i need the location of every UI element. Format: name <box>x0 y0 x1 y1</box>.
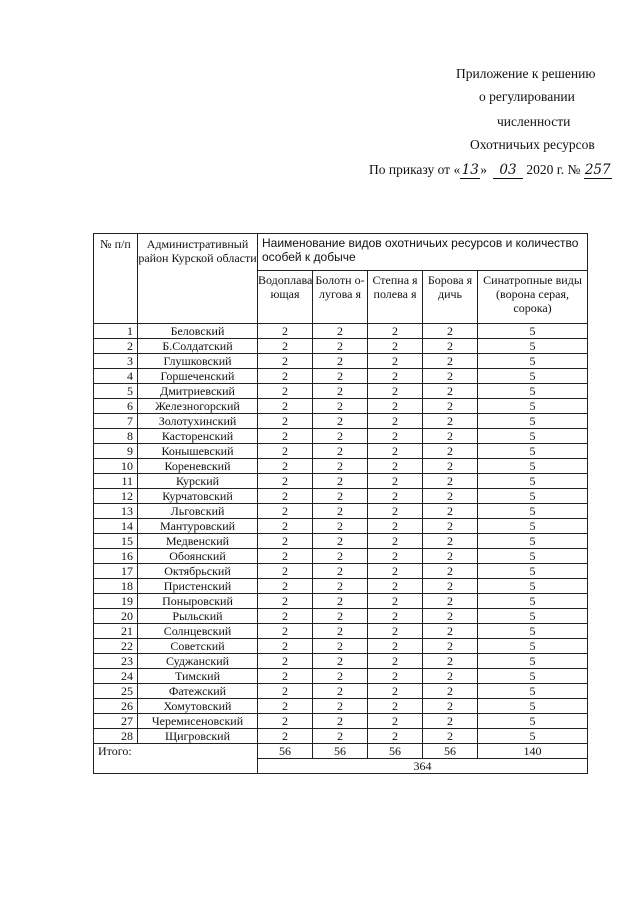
species-header: Синатропные виды (ворона серая, сорока) <box>478 271 588 324</box>
district-name: Щигровский <box>138 729 258 744</box>
quota-value: 5 <box>478 399 588 414</box>
table-row <box>94 534 588 549</box>
quota-value: 2 <box>368 474 423 489</box>
header-line-4: Охотничьих ресурсов <box>470 137 595 152</box>
district-name: Суджанский <box>138 654 258 669</box>
quota-value: 2 <box>423 669 478 684</box>
table-row <box>94 504 588 519</box>
quota-value: 2 <box>258 699 313 714</box>
order-number: 257 <box>584 162 611 178</box>
quota-value: 2 <box>258 684 313 699</box>
row-number: 12 <box>94 489 138 504</box>
quota-value: 2 <box>258 669 313 684</box>
row-number: 24 <box>94 669 138 684</box>
district-name: Медвенский <box>138 534 258 549</box>
district-name: Фатежский <box>138 684 258 699</box>
order-prefix: По приказу от « <box>369 162 461 177</box>
row-number: 5 <box>94 384 138 399</box>
order-mid: » <box>480 162 487 177</box>
quota-value: 2 <box>258 594 313 609</box>
table-row <box>94 519 588 534</box>
district-name: Кореневский <box>138 459 258 474</box>
col-header-np: № п/п <box>94 234 138 324</box>
quota-value: 2 <box>423 564 478 579</box>
quota-value: 2 <box>423 534 478 549</box>
quota-value: 2 <box>258 564 313 579</box>
table-row <box>94 399 588 414</box>
totals-row <box>94 744 588 759</box>
quota-value: 2 <box>258 624 313 639</box>
quota-value: 2 <box>313 549 368 564</box>
quota-value: 2 <box>313 624 368 639</box>
quota-value: 2 <box>313 639 368 654</box>
table-row <box>94 429 588 444</box>
quota-value: 2 <box>313 684 368 699</box>
quota-value: 2 <box>258 489 313 504</box>
district-name: Октябрьский <box>138 564 258 579</box>
quota-value: 5 <box>478 474 588 489</box>
row-number: 8 <box>94 429 138 444</box>
quota-value: 2 <box>313 699 368 714</box>
district-name: Тимский <box>138 669 258 684</box>
quota-value: 2 <box>313 504 368 519</box>
table-row <box>94 474 588 489</box>
quota-value: 2 <box>423 384 478 399</box>
quota-value: 5 <box>478 429 588 444</box>
table-row <box>94 414 588 429</box>
table-row <box>94 384 588 399</box>
quota-value: 2 <box>368 354 423 369</box>
table-row <box>94 369 588 384</box>
quota-value: 2 <box>258 729 313 744</box>
species-header: Водоплава ющая <box>258 271 313 324</box>
table-row <box>94 729 588 744</box>
quota-value: 5 <box>478 654 588 669</box>
district-name: Рыльский <box>138 609 258 624</box>
quota-value: 5 <box>478 714 588 729</box>
quota-value: 2 <box>368 729 423 744</box>
quota-value: 2 <box>423 699 478 714</box>
quota-value: 5 <box>478 414 588 429</box>
quota-value: 2 <box>258 504 313 519</box>
quota-value: 2 <box>368 669 423 684</box>
table-row <box>94 339 588 354</box>
order-line <box>369 162 612 179</box>
quota-value: 2 <box>258 714 313 729</box>
district-name: Черемисеновский <box>138 714 258 729</box>
quota-value: 2 <box>258 399 313 414</box>
quota-value: 2 <box>313 534 368 549</box>
row-number: 15 <box>94 534 138 549</box>
quota-value: 2 <box>368 594 423 609</box>
species-header: Степна я полева я <box>368 271 423 324</box>
header-line-2: о регулировании <box>479 89 575 104</box>
quota-value: 2 <box>258 429 313 444</box>
row-number: 28 <box>94 729 138 744</box>
district-name: Курский <box>138 474 258 489</box>
row-number: 4 <box>94 369 138 384</box>
table-row <box>94 549 588 564</box>
quota-value: 2 <box>368 429 423 444</box>
quota-value: 2 <box>423 414 478 429</box>
row-number: 1 <box>94 324 138 339</box>
row-number: 20 <box>94 609 138 624</box>
table-row <box>94 564 588 579</box>
quota-value: 2 <box>423 714 478 729</box>
quota-value: 2 <box>368 534 423 549</box>
quota-value: 2 <box>258 414 313 429</box>
quota-value: 2 <box>313 354 368 369</box>
quota-value: 2 <box>258 369 313 384</box>
quota-value: 5 <box>478 489 588 504</box>
species-header: Борова я дичь <box>423 271 478 324</box>
quota-value: 2 <box>313 459 368 474</box>
quota-value: 2 <box>368 324 423 339</box>
quota-value: 2 <box>313 654 368 669</box>
row-number: 18 <box>94 579 138 594</box>
table-row <box>94 654 588 669</box>
quota-value: 5 <box>478 354 588 369</box>
quota-value: 2 <box>423 354 478 369</box>
quota-value: 5 <box>478 444 588 459</box>
quota-value: 2 <box>368 489 423 504</box>
quota-value: 2 <box>368 504 423 519</box>
row-number: 9 <box>94 444 138 459</box>
quota-value: 2 <box>423 444 478 459</box>
quota-value: 5 <box>478 684 588 699</box>
quota-value: 2 <box>313 669 368 684</box>
quota-value: 2 <box>423 504 478 519</box>
table-row <box>94 579 588 594</box>
row-number: 2 <box>94 339 138 354</box>
district-name: Мантуровский <box>138 519 258 534</box>
species-total: 140 <box>478 744 588 759</box>
quota-value: 2 <box>258 324 313 339</box>
row-number: 13 <box>94 504 138 519</box>
district-name: Глушковский <box>138 354 258 369</box>
table-row <box>94 624 588 639</box>
species-total: 56 <box>423 744 478 759</box>
quota-value: 2 <box>313 609 368 624</box>
quota-value: 2 <box>313 579 368 594</box>
quota-value: 2 <box>368 624 423 639</box>
quota-value: 2 <box>368 369 423 384</box>
district-name: Советский <box>138 639 258 654</box>
district-name: Горшеченский <box>138 369 258 384</box>
quota-value: 2 <box>313 489 368 504</box>
row-number: 22 <box>94 639 138 654</box>
district-name: Беловский <box>138 324 258 339</box>
table-row <box>94 669 588 684</box>
quota-value: 2 <box>423 399 478 414</box>
species-total: 56 <box>258 744 313 759</box>
header-line-1: Приложение к решению <box>456 66 596 81</box>
quota-value: 2 <box>313 564 368 579</box>
row-number: 27 <box>94 714 138 729</box>
quota-value: 2 <box>313 714 368 729</box>
quota-value: 2 <box>423 459 478 474</box>
district-name: Солнцевский <box>138 624 258 639</box>
quota-value: 2 <box>258 384 313 399</box>
row-number: 23 <box>94 654 138 669</box>
quota-value: 5 <box>478 339 588 354</box>
col-header-district: Административный район Курской области <box>138 234 258 324</box>
order-year: 2020 г. № <box>526 162 581 177</box>
quota-value: 2 <box>258 519 313 534</box>
district-name: Пристенский <box>138 579 258 594</box>
quota-value: 2 <box>423 684 478 699</box>
district-name: Золотухинский <box>138 414 258 429</box>
quota-value: 5 <box>478 564 588 579</box>
col-header-species-group: Наименование видов охотничьих ресурсов и количество особей к добыче <box>258 234 588 271</box>
quota-value: 2 <box>313 384 368 399</box>
table-row <box>94 684 588 699</box>
quota-value: 5 <box>478 534 588 549</box>
table-row <box>94 444 588 459</box>
quota-value: 2 <box>313 414 368 429</box>
district-name: Конышевский <box>138 444 258 459</box>
quota-value: 2 <box>423 339 478 354</box>
quota-value: 2 <box>423 429 478 444</box>
row-number: 3 <box>94 354 138 369</box>
quota-value: 2 <box>313 594 368 609</box>
table-row <box>94 639 588 654</box>
quota-value: 2 <box>258 549 313 564</box>
quota-value: 5 <box>478 639 588 654</box>
species-total: 56 <box>368 744 423 759</box>
quota-value: 2 <box>423 549 478 564</box>
row-number: 10 <box>94 459 138 474</box>
quota-value: 5 <box>478 549 588 564</box>
quota-value: 2 <box>313 324 368 339</box>
quota-value: 5 <box>478 504 588 519</box>
quota-value: 5 <box>478 669 588 684</box>
row-number: 25 <box>94 684 138 699</box>
quota-value: 2 <box>368 399 423 414</box>
quota-value: 2 <box>368 444 423 459</box>
quota-value: 2 <box>313 339 368 354</box>
quota-value: 2 <box>368 339 423 354</box>
quota-value: 2 <box>258 534 313 549</box>
totals-label: Итого: <box>94 744 258 774</box>
district-name: Поныровский <box>138 594 258 609</box>
quota-value: 5 <box>478 369 588 384</box>
quota-value: 2 <box>423 624 478 639</box>
table-row <box>94 489 588 504</box>
table-row <box>94 714 588 729</box>
quota-value: 2 <box>313 369 368 384</box>
quota-value: 2 <box>258 339 313 354</box>
quota-value: 5 <box>478 729 588 744</box>
district-name: Дмитриевский <box>138 384 258 399</box>
district-name: Курчатовский <box>138 489 258 504</box>
quota-value: 2 <box>258 654 313 669</box>
quota-value: 2 <box>258 639 313 654</box>
quota-value: 2 <box>423 489 478 504</box>
quota-value: 2 <box>423 579 478 594</box>
quota-value: 5 <box>478 609 588 624</box>
quota-value: 2 <box>258 459 313 474</box>
order-day: 13 <box>461 162 479 178</box>
row-number: 6 <box>94 399 138 414</box>
quota-value: 2 <box>368 654 423 669</box>
quota-value: 2 <box>368 519 423 534</box>
quota-value: 2 <box>258 609 313 624</box>
quota-value: 2 <box>423 594 478 609</box>
row-number: 19 <box>94 594 138 609</box>
quota-value: 2 <box>313 729 368 744</box>
quota-table <box>93 233 588 774</box>
quota-value: 2 <box>423 639 478 654</box>
quota-value: 2 <box>368 414 423 429</box>
quota-value: 2 <box>423 729 478 744</box>
row-number: 14 <box>94 519 138 534</box>
quota-value: 2 <box>368 579 423 594</box>
row-number: 11 <box>94 474 138 489</box>
district-name: Б.Солдатский <box>138 339 258 354</box>
quota-value: 2 <box>368 639 423 654</box>
quota-value: 2 <box>368 459 423 474</box>
quota-value: 5 <box>478 384 588 399</box>
quota-value: 2 <box>423 654 478 669</box>
table-row <box>94 354 588 369</box>
district-name: Железногорский <box>138 399 258 414</box>
district-name: Обоянский <box>138 549 258 564</box>
quota-value: 5 <box>478 624 588 639</box>
row-number: 7 <box>94 414 138 429</box>
order-month: 03 <box>493 162 523 179</box>
quota-value: 5 <box>478 579 588 594</box>
table-row <box>94 594 588 609</box>
quota-value: 2 <box>368 549 423 564</box>
quota-value: 2 <box>368 384 423 399</box>
quota-value: 2 <box>423 474 478 489</box>
quota-value: 5 <box>478 459 588 474</box>
quota-value: 2 <box>258 444 313 459</box>
row-number: 17 <box>94 564 138 579</box>
quota-value: 2 <box>423 609 478 624</box>
species-header: Болотн о-лугова я <box>313 271 368 324</box>
quota-value: 2 <box>313 429 368 444</box>
quota-value: 2 <box>423 324 478 339</box>
quota-value: 2 <box>313 519 368 534</box>
quota-value: 2 <box>423 519 478 534</box>
row-number: 16 <box>94 549 138 564</box>
quota-value: 2 <box>423 369 478 384</box>
quota-value: 2 <box>258 579 313 594</box>
document-header <box>0 0 640 200</box>
quota-value: 2 <box>368 699 423 714</box>
row-number: 21 <box>94 624 138 639</box>
row-number: 26 <box>94 699 138 714</box>
quota-value: 2 <box>258 474 313 489</box>
species-total: 56 <box>313 744 368 759</box>
quota-value: 2 <box>258 354 313 369</box>
district-name: Хомутовский <box>138 699 258 714</box>
header-line-3: численности <box>497 114 571 129</box>
quota-value: 2 <box>368 684 423 699</box>
grand-total: 364 <box>258 759 588 774</box>
table-row <box>94 699 588 714</box>
district-name: Льговский <box>138 504 258 519</box>
table-row <box>94 324 588 339</box>
table-row <box>94 609 588 624</box>
quota-value: 2 <box>368 564 423 579</box>
quota-value: 5 <box>478 699 588 714</box>
quota-value: 5 <box>478 324 588 339</box>
quota-value: 2 <box>368 609 423 624</box>
quota-value: 2 <box>313 399 368 414</box>
quota-value: 2 <box>368 714 423 729</box>
district-name: Касторенский <box>138 429 258 444</box>
table-row <box>94 459 588 474</box>
quota-value: 2 <box>313 474 368 489</box>
quota-value: 5 <box>478 594 588 609</box>
quota-value: 5 <box>478 519 588 534</box>
quota-value: 2 <box>313 444 368 459</box>
